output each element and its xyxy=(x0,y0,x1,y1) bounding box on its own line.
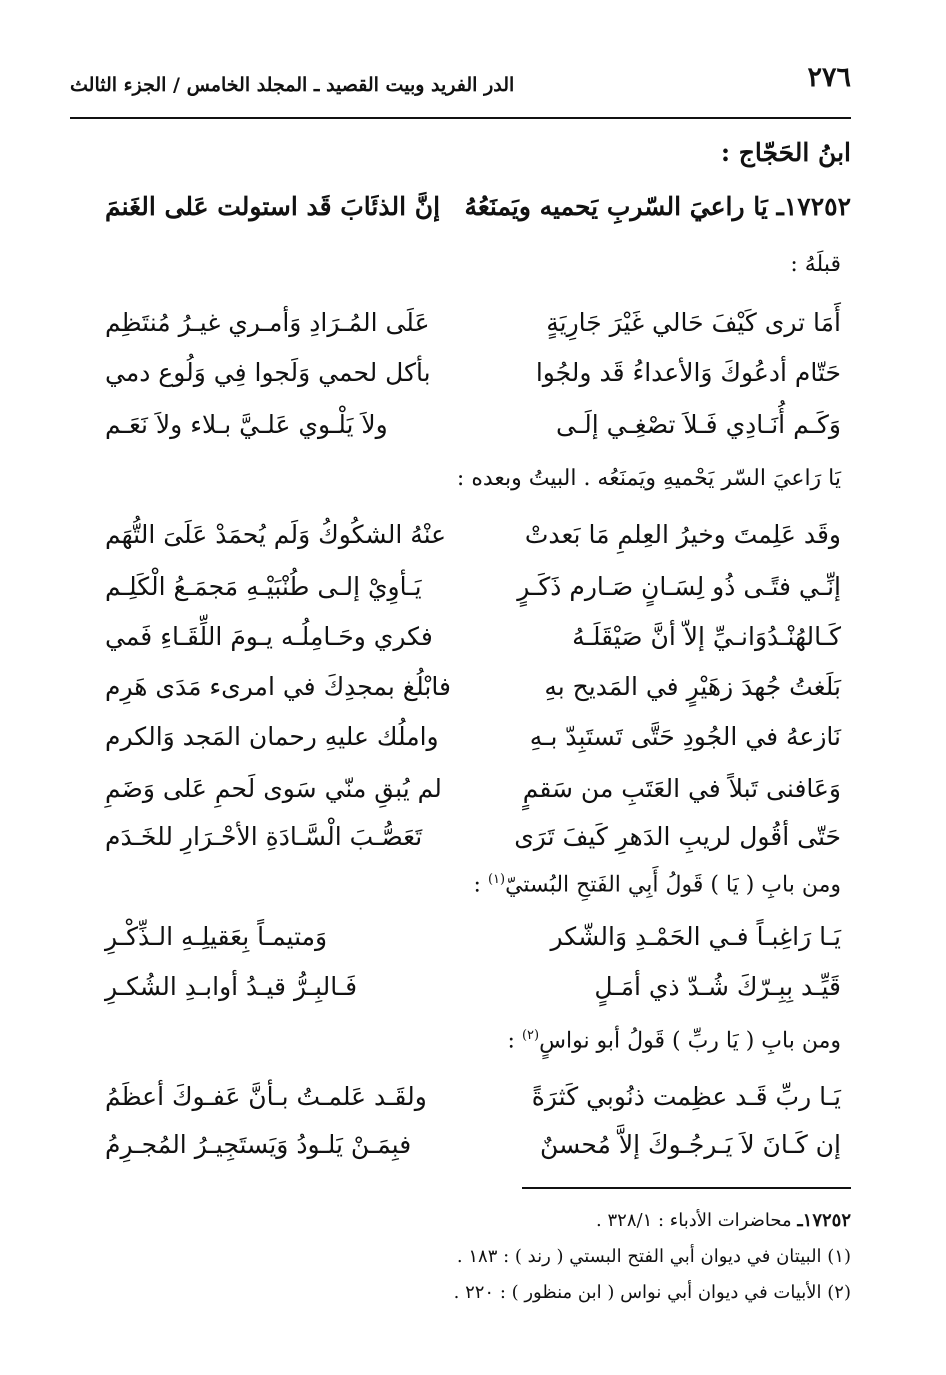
section-heading-ya-rabbi: ومن بابِ ( يَا ربِّ ) قَولُ أبو نواسٍ$^{(٢)}$ : xyxy=(507,1028,841,1054)
first-hemistich: وَكَـم أُنَـادِي فَـلاَ تصْغِـي إلَـى xyxy=(555,410,841,439)
verse-line xyxy=(105,410,841,458)
second-hemistich: ولاَ يَلْـوي عَلـيَّ بـلاء ولاَ نَعَـم xyxy=(105,410,388,439)
second-hemistich: واملُك عليهِ رحمان المَجد وَالكرم xyxy=(105,722,439,751)
second-hemistich: وَمتيمـاً بِعَقيلِـهِ الـذِّكْـرِ xyxy=(105,922,328,951)
verse-line xyxy=(105,722,841,770)
first-hemistich: يَـا رَاغِبـاً فـي الحَمْـدِ وَالشّكر xyxy=(550,922,841,951)
footnote-2: (٢) الأبيات في ديوان أبي نواس ( ابن منظور ) : ٢٢٠ . xyxy=(453,1282,851,1303)
second-hemistich: تَعَصُّـبَ الْسَّـادَةِ الأحْـرَارِ للخَـدَم xyxy=(105,822,423,851)
footnote-marker[interactable]: (١) xyxy=(487,872,506,887)
verse-line xyxy=(105,572,841,620)
lead-verse-second-hemistich: إنَّ الذئَابَ قَد استولت عَلى الغَنمَ xyxy=(105,192,441,221)
footnote-marker[interactable]: (٢) xyxy=(521,1028,540,1043)
first-hemistich: إنِّـي فتًـى ذُو لِسَـانٍ صَـارم ذَكَـرٍ xyxy=(517,572,841,601)
second-hemistich: ولقَـد عَلمـتُ بـأنَّ عَفـوكَ أعظَمُ xyxy=(105,1082,427,1111)
verse-line xyxy=(105,774,841,822)
verse-line xyxy=(105,622,841,670)
header-divider xyxy=(70,117,851,119)
verse-line xyxy=(105,1130,841,1178)
verse-number: ١٧٢٥٢ـ xyxy=(776,192,851,221)
footnote-1: (١) البيتان في ديوان أبي الفتح البستي ( رند ) : ١٨٣ . xyxy=(456,1246,851,1267)
second-hemistich: فابْلُغ بمجدِكَ في امرىء مَدَى هَرِم xyxy=(105,672,451,701)
before-label: قبلَهُ : xyxy=(790,252,841,277)
verse-line xyxy=(105,822,841,870)
second-hemistich: بأكل لحمي وَلَجوا فِي وَلُوع دمي xyxy=(105,358,431,387)
footnote-main: ١٧٢٥٢ـ محاضرات الأدباء : ٣٢٨/١ . xyxy=(596,1210,851,1231)
first-hemistich: وقَد عَلِمتَ وخيرُ العِلمِ مَا بَعدتْ xyxy=(524,520,841,549)
first-hemistich: إن كَـانَ لاَ يَـرجُـوكَ إلاَّ مُحسنٌ xyxy=(540,1130,841,1159)
running-title: الدر الفريد وبيت القصيد ـ المجلد الخامس / الجزء الثالث xyxy=(70,74,515,96)
first-hemistich: نَازعهُ في الجُودِ حَتَّى تَستَبِدّ بـهِ xyxy=(529,722,841,751)
second-hemistich: عنْهُ الشكُوكُ وَلَم يُحمَدْ عَلَىَ التُّهَم xyxy=(105,520,447,549)
first-hemistich: وَعَافنى تَبلاً في العَتَبِ من سَقمٍ xyxy=(522,774,841,803)
poet-name: ابنُ الحَجّاج : xyxy=(720,138,851,167)
first-hemistich: بَلَغتُ جُهدَ زهَيْرٍ في المَديح بهِ xyxy=(544,672,841,701)
second-hemistich: يَـأوِيْ إلـى طُنْبَيْـهِ مَجمَـعُ الْكَلِـم xyxy=(105,572,422,601)
verse-line xyxy=(105,672,841,720)
verse-line xyxy=(105,972,841,1020)
first-hemistich: أَمَا ترى كَيْفَ حَالي غَيْرَ جَارِيَةٍ xyxy=(546,308,841,337)
verse-line xyxy=(105,520,841,568)
second-hemistich: فبِمَـنْ يَلـودُ وَيَستَجِيـرُ المُجـرِمُ xyxy=(105,1130,412,1159)
second-hemistich: فَـالبِـرُّ قيـدُ أوابـدِ الشُكـرِ xyxy=(105,972,358,1001)
verse-line xyxy=(105,358,841,406)
verse-line xyxy=(105,1082,841,1130)
section-heading-ya: ومن بابِ ( يَا ) قَولُ أَبِي الفَتحِ البُستيّ$^{(١)}$ : xyxy=(473,872,841,898)
after-note: يَا رَاعيَ السّر يَحْميهِ ويَمنَعُه . البيتُ وبعده : xyxy=(456,466,841,491)
page-header xyxy=(70,58,851,110)
first-hemistich: كَـالهُنْـدُوَانـيِّ إلاّ أنَّ صَيْقَلَـهُ xyxy=(572,622,841,651)
verse-line xyxy=(105,308,841,356)
second-hemistich: لم يُبقِ منّي سَوى لَحمِ عَلى وَضَمِ xyxy=(105,774,442,803)
first-hemistich: حَتّام أدعُوكَ وَالأعداءُ قَد ولجُوا xyxy=(535,358,841,387)
footnote-divider xyxy=(522,1187,851,1189)
first-hemistich: يَـا ربِّ قَـد عظِمت ذنُوبي كَثرَةً xyxy=(531,1082,841,1111)
second-hemistich: فكري وحَـامِلُـه يـومَ اللِّقَـاءِ فَمي xyxy=(105,622,433,651)
first-hemistich: حَتّى أقُول لريبِ الدَهرِ كَيفَ تَرَى xyxy=(514,822,841,851)
verse-line xyxy=(105,922,841,970)
first-hemistich: قَيِّـد بِبِـرّكَ شُـدّ ذي أمَـلٍ xyxy=(594,972,841,1001)
lead-verse-first-hemistich: ١٧٢٥٢ـ يَا راعيَ السّربِ يَحميه ويَمنَعُهُ xyxy=(464,192,851,221)
page-number: ٢٧٦ xyxy=(807,62,851,93)
second-hemistich: عَلَى المُـرَادِ وَأمـري غيـرُ مُنتَظِم xyxy=(105,308,430,337)
